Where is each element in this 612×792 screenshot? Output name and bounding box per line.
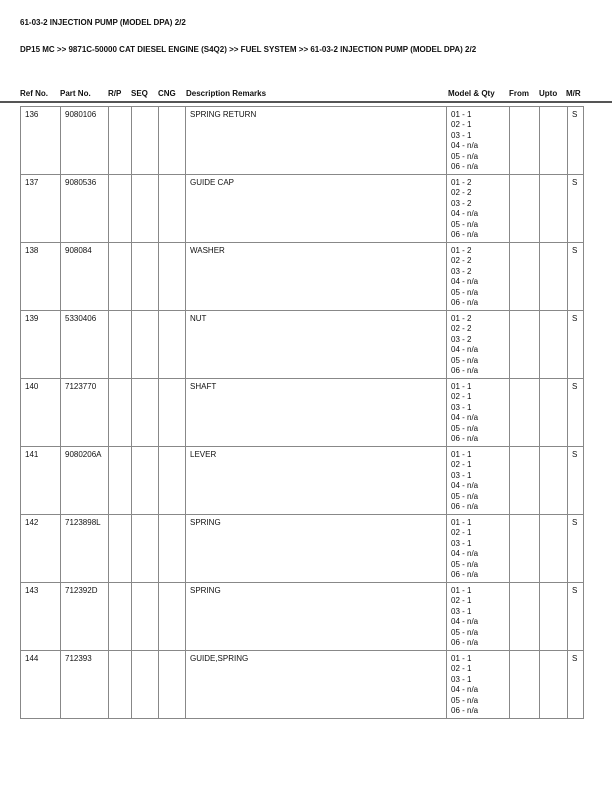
model-qty-line: 05 - n/a [451,491,479,501]
model-qty-line: 03 - 1 [451,130,472,140]
model-qty [447,447,510,515]
mr-cell: S [568,379,584,447]
model-qty-line: 04 - n/a [451,413,479,423]
table-row [21,583,584,651]
model-qty-line: 04 - n/a [451,685,479,695]
rp-cell [109,583,132,651]
rp-cell [109,175,132,243]
part-no: 712393 [61,651,109,719]
ref-no: 139 [21,311,61,379]
model-qty-line: 02 - 1 [451,460,472,470]
model-qty [447,243,510,311]
model-qty-line: 04 - n/a [451,549,479,559]
model-qty-line: 05 - n/a [451,559,479,569]
seq-cell [132,651,159,719]
description: GUIDE,SPRING [186,651,447,719]
breadcrumb: DP15 MC >> 9871C-50000 CAT DIESEL ENGINE (S4Q2) >> FUEL SYSTEM >> 61-03-2 INJECTION PUMP (MODEL DPA) 2/2 [20,45,477,54]
upto-cell [540,175,568,243]
parts-table [20,106,584,719]
model-qty-line: 06 - n/a [451,570,479,580]
seq-cell [132,379,159,447]
table-row [21,107,584,175]
mr-cell: S [568,107,584,175]
model-qty-line: 03 - 2 [451,266,472,276]
model-qty-line: 01 - 1 [451,518,472,527]
description: SPRING [186,515,447,583]
model-qty-line: 02 - 1 [451,392,472,402]
table-row [21,515,584,583]
model-qty-line: 01 - 2 [451,178,472,187]
header-cng: CNG [158,89,176,98]
model-qty-line: 02 - 2 [451,256,472,266]
upto-cell [540,107,568,175]
description: SHAFT [186,379,447,447]
header-divider [0,101,612,103]
rp-cell [109,379,132,447]
model-qty-line: 03 - 1 [451,674,472,684]
seq-cell [132,583,159,651]
model-qty [447,583,510,651]
model-qty-line: 01 - 1 [451,382,472,391]
model-qty-line: 04 - n/a [451,481,479,491]
ref-no: 138 [21,243,61,311]
model-qty-line: 05 - n/a [451,695,479,705]
model-qty-line: 01 - 2 [451,246,472,255]
model-qty-line: 01 - 1 [451,654,472,663]
header-rp: R/P [108,89,122,98]
ref-no: 142 [21,515,61,583]
header-part: Part No. [60,89,91,98]
model-qty-line: 05 - n/a [451,219,479,229]
header-model: Model & Qty [448,89,495,98]
rp-cell [109,651,132,719]
upto-cell [540,243,568,311]
model-qty-line: 04 - n/a [451,345,479,355]
part-no: 7123898L [61,515,109,583]
mr-cell: S [568,583,584,651]
table-row [21,447,584,515]
model-qty-line: 02 - 2 [451,324,472,334]
model-qty-line: 03 - 2 [451,334,472,344]
seq-cell [132,175,159,243]
header-seq: SEQ [131,89,148,98]
part-no: 908084 [61,243,109,311]
from-cell [510,515,540,583]
cng-cell [159,583,186,651]
mr-cell: S [568,175,584,243]
part-no: 9080206A [61,447,109,515]
table-row [21,311,584,379]
model-qty-line: 01 - 1 [451,110,472,119]
from-cell [510,651,540,719]
model-qty-line: 06 - n/a [451,502,479,512]
model-qty-line: 03 - 1 [451,402,472,412]
model-qty-line: 04 - n/a [451,141,479,151]
rp-cell [109,107,132,175]
model-qty-line: 06 - n/a [451,366,479,376]
from-cell [510,379,540,447]
model-qty-line: 06 - n/a [451,638,479,648]
description: GUIDE CAP [186,175,447,243]
model-qty-line: 03 - 2 [451,198,472,208]
model-qty-line: 06 - n/a [451,230,479,240]
table-row [21,243,584,311]
part-no: 5330406 [61,311,109,379]
part-no: 9080106 [61,107,109,175]
model-qty-line: 06 - n/a [451,298,479,308]
mr-cell: S [568,311,584,379]
upto-cell [540,515,568,583]
upto-cell [540,651,568,719]
model-qty [447,311,510,379]
from-cell [510,175,540,243]
description: SPRING [186,583,447,651]
model-qty-line: 05 - n/a [451,151,479,161]
from-cell [510,583,540,651]
upto-cell [540,447,568,515]
model-qty-line: 04 - n/a [451,277,479,287]
model-qty-line: 06 - n/a [451,434,479,444]
cng-cell [159,311,186,379]
model-qty-line: 04 - n/a [451,617,479,627]
table-row [21,651,584,719]
model-qty-line: 03 - 1 [451,538,472,548]
model-qty [447,107,510,175]
ref-no: 144 [21,651,61,719]
rp-cell [109,243,132,311]
model-qty-line: 02 - 1 [451,596,472,606]
header-mr: M/R [566,89,581,98]
description: NUT [186,311,447,379]
model-qty-line: 05 - n/a [451,627,479,637]
rp-cell [109,447,132,515]
model-qty-line: 05 - n/a [451,287,479,297]
cng-cell [159,175,186,243]
model-qty-line: 01 - 1 [451,450,472,459]
ref-no: 136 [21,107,61,175]
model-qty-line: 02 - 1 [451,528,472,538]
cng-cell [159,515,186,583]
page-title: 61-03-2 INJECTION PUMP (MODEL DPA) 2/2 [20,18,186,27]
upto-cell [540,379,568,447]
part-no: 9080536 [61,175,109,243]
model-qty-line: 04 - n/a [451,209,479,219]
part-no: 712392D [61,583,109,651]
model-qty-line: 03 - 1 [451,470,472,480]
model-qty [447,651,510,719]
table-row [21,175,584,243]
header-upto: Upto [539,89,558,98]
model-qty-line: 03 - 1 [451,606,472,616]
model-qty-line: 05 - n/a [451,355,479,365]
seq-cell [132,447,159,515]
model-qty-line: 02 - 1 [451,120,472,130]
model-qty [447,379,510,447]
from-cell [510,311,540,379]
header-from: From [509,89,529,98]
cng-cell [159,651,186,719]
model-qty-line: 01 - 1 [451,586,472,595]
rp-cell [109,515,132,583]
ref-no: 143 [21,583,61,651]
seq-cell [132,243,159,311]
header-desc: Description Remarks [186,89,267,98]
model-qty [447,175,510,243]
from-cell [510,107,540,175]
ref-no: 137 [21,175,61,243]
upto-cell [540,311,568,379]
model-qty-line: 06 - n/a [451,706,479,716]
cng-cell [159,379,186,447]
seq-cell [132,311,159,379]
description: SPRING RETURN [186,107,447,175]
model-qty-line: 05 - n/a [451,423,479,433]
table-header [0,89,612,101]
rp-cell [109,311,132,379]
model-qty-line: 02 - 1 [451,664,472,674]
model-qty-line: 06 - n/a [451,162,479,172]
cng-cell [159,447,186,515]
mr-cell: S [568,651,584,719]
description: WASHER [186,243,447,311]
header-ref: Ref No. [20,89,48,98]
cng-cell [159,107,186,175]
table-row [21,379,584,447]
ref-no: 141 [21,447,61,515]
ref-no: 140 [21,379,61,447]
from-cell [510,447,540,515]
model-qty [447,515,510,583]
cng-cell [159,243,186,311]
model-qty-line: 01 - 2 [451,314,472,323]
seq-cell [132,515,159,583]
model-qty-line: 02 - 2 [451,188,472,198]
seq-cell [132,107,159,175]
from-cell [510,243,540,311]
description: LEVER [186,447,447,515]
mr-cell: S [568,515,584,583]
upto-cell [540,583,568,651]
part-no: 7123770 [61,379,109,447]
mr-cell: S [568,447,584,515]
mr-cell: S [568,243,584,311]
